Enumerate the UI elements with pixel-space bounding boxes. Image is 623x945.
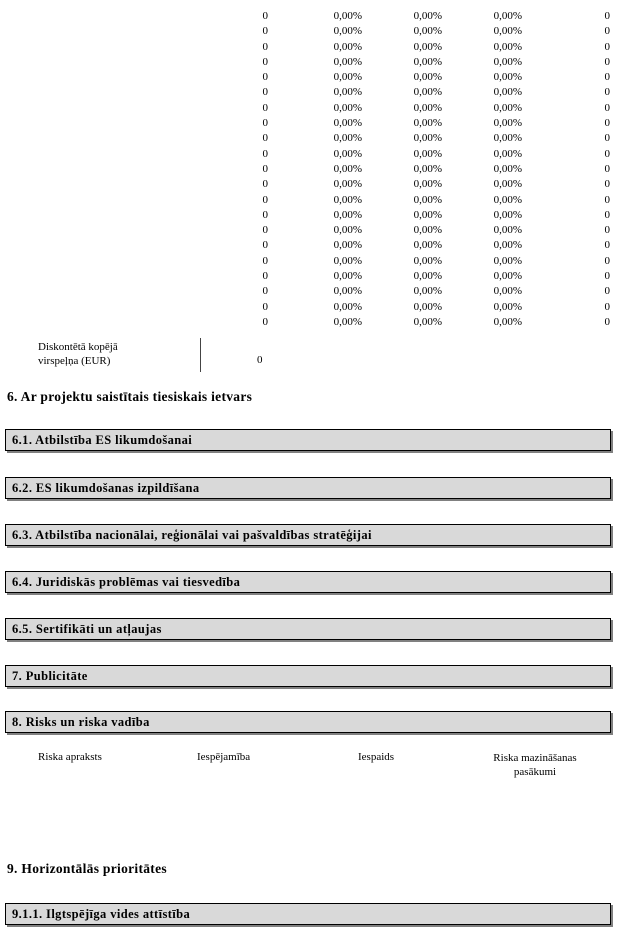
section-box-7-label: 7. Publicitāte xyxy=(12,669,88,683)
value-cell: 0,00% xyxy=(413,147,442,160)
value-cell: 0 xyxy=(604,300,610,313)
risk-header-iespejamiba: Iespējamība xyxy=(197,751,251,763)
value-cell: 0 xyxy=(604,315,610,328)
value-cell: 0,00% xyxy=(493,132,522,145)
value-cell: 0,00% xyxy=(413,86,442,99)
value-cell: 0 xyxy=(262,117,268,130)
value-cell: 0,00% xyxy=(333,132,362,145)
value-cell: 0,00% xyxy=(493,117,522,130)
value-cell: 0,00% xyxy=(493,239,522,252)
value-cell: 0 xyxy=(604,132,610,145)
value-cell: 0,00% xyxy=(493,55,522,68)
value-cell: 0,00% xyxy=(413,300,442,313)
value-cell: 0,00% xyxy=(333,162,362,175)
value-row xyxy=(0,284,612,299)
section-box-6-4 xyxy=(5,571,611,593)
value-cell: 0,00% xyxy=(413,208,442,221)
value-cell: 0 xyxy=(262,40,268,53)
value-cell: 0,00% xyxy=(493,224,522,237)
value-cell: 0,00% xyxy=(333,193,362,206)
value-cell: 0 xyxy=(262,132,268,145)
value-cell: 0 xyxy=(262,86,268,99)
section-9-title: 9. Horizontālās prioritātes xyxy=(7,861,167,876)
value-cell: 0,00% xyxy=(493,285,522,298)
value-cell: 0 xyxy=(262,101,268,114)
value-cell: 0 xyxy=(604,270,610,283)
value-cell: 0,00% xyxy=(413,25,442,38)
section-box-6-2-label: 6.2. ES likumdošanas izpildīšana xyxy=(12,481,200,495)
value-cell: 0 xyxy=(604,224,610,237)
value-cell: 0 xyxy=(262,270,268,283)
value-cell: 0,00% xyxy=(413,239,442,252)
value-cell: 0,00% xyxy=(333,300,362,313)
value-cell: 0 xyxy=(604,147,610,160)
value-cell: 0 xyxy=(604,10,610,22)
value-cell: 0,00% xyxy=(333,40,362,53)
value-cell: 0,00% xyxy=(493,254,522,267)
value-row xyxy=(0,238,612,253)
value-cell: 0,00% xyxy=(493,315,522,328)
value-cell: 0 xyxy=(262,55,268,68)
section-box-6-1 xyxy=(5,429,611,451)
value-cell: 0,00% xyxy=(333,239,362,252)
value-cell: 0 xyxy=(604,193,610,206)
summary-row xyxy=(0,338,612,376)
value-cell: 0,00% xyxy=(413,178,442,191)
value-cell: 0,00% xyxy=(333,25,362,38)
value-cell: 0,00% xyxy=(413,224,442,237)
value-row xyxy=(0,85,612,100)
value-cell: 0,00% xyxy=(493,178,522,191)
value-cell: 0 xyxy=(262,224,268,237)
value-cell: 0,00% xyxy=(333,178,362,191)
value-cell: 0 xyxy=(262,254,268,267)
value-cell: 0,00% xyxy=(493,300,522,313)
value-cell: 0 xyxy=(604,25,610,38)
value-row xyxy=(0,24,612,39)
value-cell: 0 xyxy=(262,71,268,84)
section-box-8 xyxy=(5,711,611,733)
value-cell: 0,00% xyxy=(333,208,362,221)
value-cell: 0,00% xyxy=(413,254,442,267)
summary-label xyxy=(38,340,118,368)
section-box-8-label: 8. Risks un riska vadība xyxy=(12,715,150,729)
value-row xyxy=(0,223,612,238)
value-cell: 0,00% xyxy=(413,270,442,283)
value-row xyxy=(0,269,612,284)
value-cell: 0,00% xyxy=(333,254,362,267)
value-row xyxy=(0,116,612,131)
value-cell: 0,00% xyxy=(413,315,442,328)
value-cell: 0,00% xyxy=(413,10,442,22)
section-box-6-5-label: 6.5. Sertifikāti un atļaujas xyxy=(12,622,162,636)
value-cell: 0 xyxy=(262,178,268,191)
value-cell: 0,00% xyxy=(493,40,522,53)
value-cell: 0,00% xyxy=(493,147,522,160)
value-cell: 0,00% xyxy=(493,162,522,175)
value-cell: 0 xyxy=(604,285,610,298)
value-row xyxy=(0,208,612,223)
value-cell: 0,00% xyxy=(413,117,442,130)
value-cell: 0,00% xyxy=(333,147,362,160)
value-cell: 0,00% xyxy=(333,86,362,99)
value-cell: 0,00% xyxy=(333,315,362,328)
value-cell: 0,00% xyxy=(333,117,362,130)
value-cell: 0 xyxy=(604,162,610,175)
value-row xyxy=(0,131,612,146)
value-row xyxy=(0,55,612,70)
value-cell: 0,00% xyxy=(333,10,362,22)
value-cell: 0,00% xyxy=(413,71,442,84)
value-row xyxy=(0,70,612,85)
value-cell: 0 xyxy=(604,254,610,267)
value-cell: 0,00% xyxy=(493,270,522,283)
summary-value: 0 xyxy=(257,354,263,366)
section-box-7 xyxy=(5,665,611,687)
value-cell: 0 xyxy=(262,208,268,221)
value-row xyxy=(0,162,612,177)
value-row xyxy=(0,193,612,208)
value-cell: 0 xyxy=(262,25,268,38)
value-cell: 0,00% xyxy=(413,40,442,53)
value-cell: 0 xyxy=(604,208,610,221)
section-box-6-3 xyxy=(5,524,611,546)
discount-values-table xyxy=(0,9,612,330)
value-cell: 0,00% xyxy=(413,162,442,175)
value-cell: 0 xyxy=(604,71,610,84)
value-cell: 0,00% xyxy=(493,208,522,221)
value-cell: 0,00% xyxy=(333,224,362,237)
value-cell: 0,00% xyxy=(493,193,522,206)
value-cell: 0,00% xyxy=(413,285,442,298)
risk-header-iespaids: Iespaids xyxy=(358,751,395,763)
value-cell: 0,00% xyxy=(493,10,522,22)
value-cell: 0 xyxy=(604,40,610,53)
value-cell: 0 xyxy=(262,193,268,206)
section-box-6-4-label: 6.4. Juridiskās problēmas vai tiesvedība xyxy=(12,575,241,589)
value-row xyxy=(0,9,612,24)
risk-header-mazinasanas: Riska mazināšanas pasākumi xyxy=(493,752,577,778)
value-cell: 0,00% xyxy=(413,132,442,145)
summary-label-line1: Diskontētā kopējā xyxy=(38,341,118,353)
section-6-title: 6. Ar projektu saistītais tiesiskais ietvars xyxy=(7,389,253,404)
value-cell: 0 xyxy=(262,315,268,328)
summary-divider xyxy=(200,338,201,372)
value-cell: 0,00% xyxy=(333,285,362,298)
section-box-6-5 xyxy=(5,618,611,640)
value-row xyxy=(0,101,612,116)
value-cell: 0 xyxy=(604,178,610,191)
value-cell: 0,00% xyxy=(413,55,442,68)
section-box-9-1-1-label: 9.1.1. Ilgtspējīga vides attīstība xyxy=(12,907,191,921)
section-box-6-1-label: 6.1. Atbilstība ES likumdošanai xyxy=(12,433,193,447)
value-cell: 0 xyxy=(604,55,610,68)
summary-label-line2: virspeļņa (EUR) xyxy=(38,355,111,367)
value-cell: 0 xyxy=(262,10,268,22)
section-box-9-1-1 xyxy=(5,903,611,925)
value-cell: 0 xyxy=(262,239,268,252)
section-box-6-2 xyxy=(5,477,611,499)
value-cell: 0,00% xyxy=(333,55,362,68)
value-cell: 0 xyxy=(604,86,610,99)
value-row xyxy=(0,300,612,315)
value-cell: 0 xyxy=(604,239,610,252)
value-cell: 0,00% xyxy=(333,270,362,283)
value-cell: 0 xyxy=(604,101,610,114)
value-row xyxy=(0,315,612,330)
value-cell: 0,00% xyxy=(413,101,442,114)
value-cell: 0 xyxy=(604,117,610,130)
value-cell: 0,00% xyxy=(413,193,442,206)
risk-header-apraksts: Riska apraksts xyxy=(38,751,102,763)
value-cell: 0,00% xyxy=(493,71,522,84)
value-cell: 0,00% xyxy=(493,86,522,99)
value-cell: 0,00% xyxy=(333,71,362,84)
value-cell: 0 xyxy=(262,300,268,313)
value-row xyxy=(0,177,612,192)
value-row xyxy=(0,147,612,162)
value-cell: 0,00% xyxy=(493,25,522,38)
value-cell: 0,00% xyxy=(333,101,362,114)
section-box-6-3-label: 6.3. Atbilstība nacionālai, reģionālai vai pašvaldības stratēģijai xyxy=(12,528,372,542)
value-cell: 0 xyxy=(262,147,268,160)
value-row xyxy=(0,254,612,269)
value-row xyxy=(0,40,612,55)
value-cell: 0 xyxy=(262,162,268,175)
value-cell: 0 xyxy=(262,285,268,298)
value-cell: 0,00% xyxy=(493,101,522,114)
